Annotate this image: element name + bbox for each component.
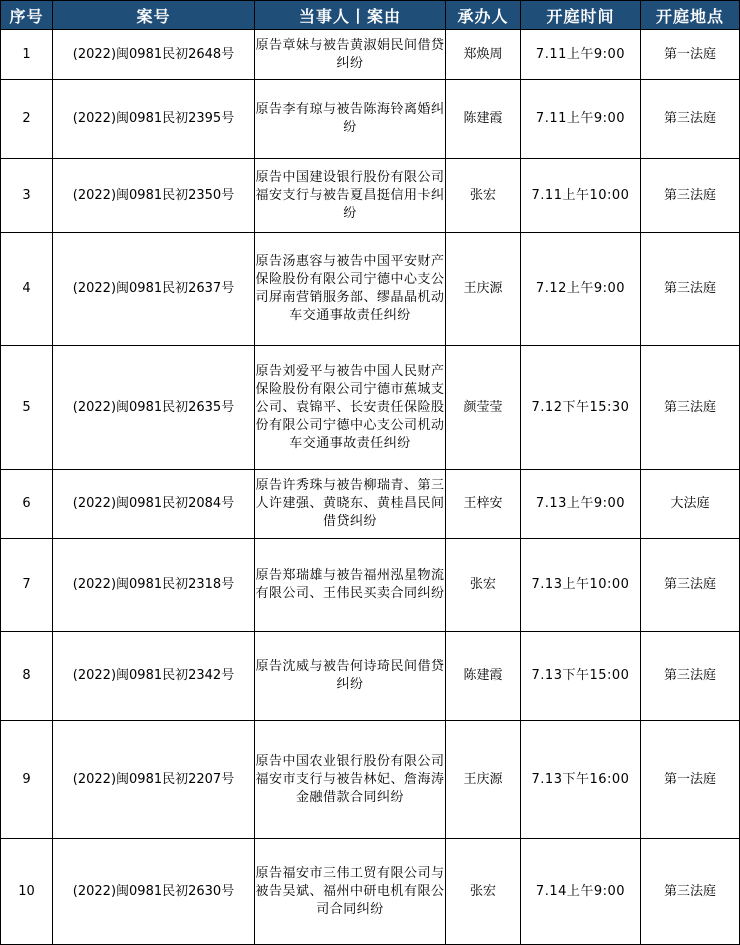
cell-case-number: (2022)闽0981民初2637号: [53, 233, 255, 346]
cell-case-number: (2022)闽0981民初2395号: [53, 80, 255, 159]
cell-hearing-place: 大法庭: [641, 470, 740, 539]
cell-parties: 原告刘爱平与被告中国人民财产保险股份有限公司宁德市蕉城支公司、袁锦平、长安责任保险股份有限公司宁德中心支公司机动车交通事故责任纠纷: [255, 346, 446, 470]
cell-hearing-place: 第三法庭: [641, 632, 740, 721]
cell-judge: 郑焕周: [446, 30, 521, 80]
cell-judge: 张宏: [446, 839, 521, 945]
cell-hearing-time: 7.12下午15:30: [521, 346, 641, 470]
cell-seq: 9: [1, 721, 53, 839]
cell-judge: 张宏: [446, 159, 521, 233]
cell-hearing-place: 第三法庭: [641, 346, 740, 470]
cell-parties: 原告中国建设银行股份有限公司福安支行与被告夏昌挺信用卡纠纷: [255, 159, 446, 233]
table-row: [1, 839, 740, 945]
table-row: [1, 539, 740, 632]
cell-judge: 陈建霞: [446, 80, 521, 159]
cell-parties: 原告章妹与被告黄淑娟民间借贷纠纷: [255, 30, 446, 80]
cell-judge: 陈建霞: [446, 632, 521, 721]
cell-case-number: (2022)闽0981民初2350号: [53, 159, 255, 233]
cell-seq: 7: [1, 539, 53, 632]
cell-parties: 原告许秀珠与被告柳瑞青、第三人许建强、黄晓东、黄桂昌民间借贷纠纷: [255, 470, 446, 539]
header-hearing-time: 开庭时间: [521, 1, 641, 30]
cell-seq: 6: [1, 470, 53, 539]
cell-hearing-time: 7.13下午15:00: [521, 632, 641, 721]
cell-judge: 王梓安: [446, 470, 521, 539]
table-row: [1, 346, 740, 470]
cell-hearing-place: 第一法庭: [641, 30, 740, 80]
cell-hearing-time: 7.11上午9:00: [521, 30, 641, 80]
header-hearing-place: 开庭地点: [641, 1, 740, 30]
cell-seq: 2: [1, 80, 53, 159]
cell-case-number: (2022)闽0981民初2342号: [53, 632, 255, 721]
cell-hearing-place: 第一法庭: [641, 721, 740, 839]
table-row: [1, 233, 740, 346]
header-case-number: 案号: [53, 1, 255, 30]
cell-parties: 原告中国农业银行股份有限公司福安市支行与被告林妃、詹海涛金融借款合同纠纷: [255, 721, 446, 839]
cell-seq: 5: [1, 346, 53, 470]
cell-hearing-place: 第三法庭: [641, 839, 740, 945]
cell-case-number: (2022)闽0981民初2635号: [53, 346, 255, 470]
cell-parties: 原告郑瑞雄与被告福州泓星物流有限公司、王伟民买卖合同纠纷: [255, 539, 446, 632]
table-row: [1, 159, 740, 233]
cell-hearing-time: 7.14上午9:00: [521, 839, 641, 945]
cell-seq: 8: [1, 632, 53, 721]
cell-hearing-place: 第三法庭: [641, 159, 740, 233]
cell-hearing-time: 7.11上午9:00: [521, 80, 641, 159]
cell-judge: 颜莹莹: [446, 346, 521, 470]
cell-hearing-time: 7.12上午9:00: [521, 233, 641, 346]
cell-seq: 1: [1, 30, 53, 80]
cell-case-number: (2022)闽0981民初2084号: [53, 470, 255, 539]
table-row: [1, 30, 740, 80]
table-row: [1, 721, 740, 839]
cell-case-number: (2022)闽0981民初2648号: [53, 30, 255, 80]
header-parties: 当事人丨案由: [255, 1, 446, 30]
cell-seq: 10: [1, 839, 53, 945]
cell-seq: 3: [1, 159, 53, 233]
cell-judge: 王庆源: [446, 721, 521, 839]
cell-hearing-time: 7.13下午16:00: [521, 721, 641, 839]
cell-case-number: (2022)闽0981民初2630号: [53, 839, 255, 945]
header-seq: 序号: [1, 1, 53, 30]
table-row: [1, 470, 740, 539]
cell-parties: 原告汤惠容与被告中国平安财产保险股份有限公司宁德中心支公司屏南营销服务部、缪晶晶机动车交通事故责任纠纷: [255, 233, 446, 346]
cell-judge: 王庆源: [446, 233, 521, 346]
cell-parties: 原告福安市三伟工贸有限公司与被告吴斌、福州中研电机有限公司合同纠纷: [255, 839, 446, 945]
cell-parties: 原告沈威与被告何诗琦民间借贷纠纷: [255, 632, 446, 721]
table-row: [1, 632, 740, 721]
cell-hearing-time: 7.13上午9:00: [521, 470, 641, 539]
cell-hearing-time: 7.11上午10:00: [521, 159, 641, 233]
cell-case-number: (2022)闽0981民初2207号: [53, 721, 255, 839]
table-row: [1, 80, 740, 159]
cell-judge: 张宏: [446, 539, 521, 632]
cell-seq: 4: [1, 233, 53, 346]
cell-hearing-time: 7.13上午10:00: [521, 539, 641, 632]
cell-case-number: (2022)闽0981民初2318号: [53, 539, 255, 632]
cell-hearing-place: 第三法庭: [641, 539, 740, 632]
cell-parties: 原告李有琼与被告陈海铃离婚纠纷: [255, 80, 446, 159]
cell-hearing-place: 第三法庭: [641, 233, 740, 346]
header-judge: 承办人: [446, 1, 521, 30]
table-header-row: [1, 1, 740, 30]
cell-hearing-place: 第三法庭: [641, 80, 740, 159]
